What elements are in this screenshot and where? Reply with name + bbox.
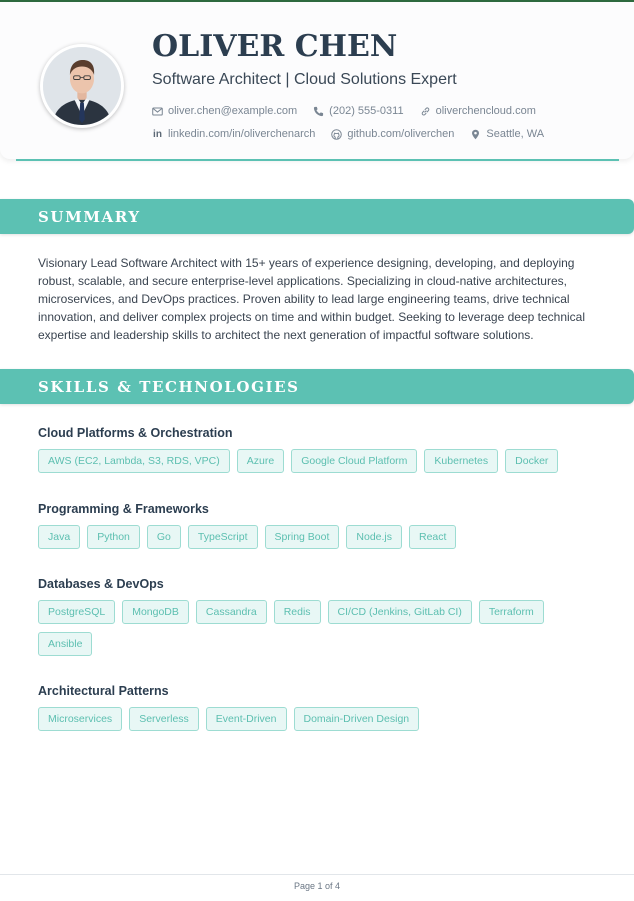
- email-icon: [152, 106, 163, 117]
- skill-tag: Google Cloud Platform: [291, 449, 417, 473]
- summary-heading: SUMMARY: [38, 208, 141, 226]
- skill-group-databases: [38, 576, 598, 664]
- skill-tag: Ansible: [38, 632, 92, 656]
- skill-tag: Domain-Driven Design: [294, 707, 420, 731]
- page-number: Page 1 of 4: [293, 881, 341, 891]
- contact-location: [470, 128, 544, 140]
- contact-linkedin[interactable]: [152, 128, 315, 140]
- contact-email-text: oliver.chen@example.com: [168, 105, 298, 117]
- skill-tag: PostgreSQL: [38, 600, 115, 624]
- skill-tag: Python: [87, 525, 140, 549]
- footer-divider: [0, 874, 634, 875]
- skill-tag: MongoDB: [122, 600, 189, 624]
- skill-tag: Cassandra: [196, 600, 267, 624]
- skill-tag: CI/CD (Jenkins, GitLab CI): [328, 600, 472, 624]
- skill-tag: Go: [147, 525, 181, 549]
- skill-tag: React: [409, 525, 456, 549]
- contact-website[interactable]: [420, 105, 536, 117]
- contact-linkedin-text: linkedin.com/in/oliverchenarch: [168, 128, 316, 140]
- skill-tag: Azure: [237, 449, 284, 473]
- contact-github-text: github.com/oliverchen: [347, 128, 455, 140]
- skill-group-title: Cloud Platforms & Orchestration: [38, 426, 233, 440]
- contact-website-text: oliverchencloud.com: [435, 105, 536, 117]
- skill-tag-list: [38, 600, 598, 664]
- skill-tag-list: [38, 525, 598, 557]
- contact-email[interactable]: [152, 105, 297, 117]
- skill-tag: Docker: [505, 449, 558, 473]
- skill-tag: Spring Boot: [265, 525, 340, 549]
- skill-group-patterns: [38, 683, 598, 739]
- profile-photo-image: [43, 47, 121, 125]
- contact-phone[interactable]: [313, 105, 403, 117]
- header-accent-line: [16, 159, 619, 161]
- contact-phone-text: (202) 555-0311: [329, 105, 404, 117]
- skill-tag-list: [38, 449, 598, 481]
- skill-tag: Java: [38, 525, 80, 549]
- link-icon: [420, 106, 431, 117]
- skill-tag: Redis: [274, 600, 321, 624]
- skill-group-cloud: [38, 425, 598, 481]
- linkedin-icon: in: [153, 128, 162, 140]
- contact-row-primary: [152, 103, 552, 119]
- skill-tag: Serverless: [129, 707, 199, 731]
- skill-group-title: Architectural Patterns: [38, 684, 169, 698]
- skill-tag: AWS (EC2, Lambda, S3, RDS, VPC): [38, 449, 230, 473]
- skill-tag: Microservices: [38, 707, 122, 731]
- summary-section-header: [0, 199, 634, 234]
- candidate-name: OLIVER CHEN: [152, 29, 398, 64]
- github-icon: [331, 129, 342, 140]
- skill-group-programming: [38, 501, 598, 557]
- skills-section-header: [0, 369, 634, 404]
- contact-row-secondary: [152, 126, 560, 142]
- location-pin-icon: [470, 129, 481, 140]
- resume-header: [0, 2, 634, 159]
- candidate-title: Software Architect | Cloud Solutions Expert: [152, 71, 457, 88]
- skill-tag-list: [38, 707, 598, 739]
- skill-tag: Event-Driven: [206, 707, 287, 731]
- contact-github[interactable]: [331, 128, 454, 140]
- skill-group-title: Programming & Frameworks: [38, 502, 209, 516]
- skill-tag: Kubernetes: [424, 449, 498, 473]
- skills-heading: SKILLS & TECHNOLOGIES: [38, 378, 300, 396]
- skill-group-title: Databases & DevOps: [38, 577, 164, 591]
- summary-text: Visionary Lead Software Architect with 15+ years of experience designing, developing, and deploying robust, scalable, and secure enterprise-level applications. Specializing in cloud-native architectures, microservices, and DevOps practices. Proven ability to lead large engineering teams, drive technical innovation, and deliver complex projects on time and within budget. Seeking to leverage deep technical expertise and leadership skills to architect the next generation of impactful software solutions.: [38, 256, 586, 342]
- phone-icon: [313, 106, 324, 117]
- profile-photo: [40, 44, 124, 128]
- skill-tag: Terraform: [479, 600, 544, 624]
- skill-tag: Node.js: [346, 525, 402, 549]
- skill-tag: TypeScript: [188, 525, 258, 549]
- contact-location-text: Seattle, WA: [486, 128, 545, 140]
